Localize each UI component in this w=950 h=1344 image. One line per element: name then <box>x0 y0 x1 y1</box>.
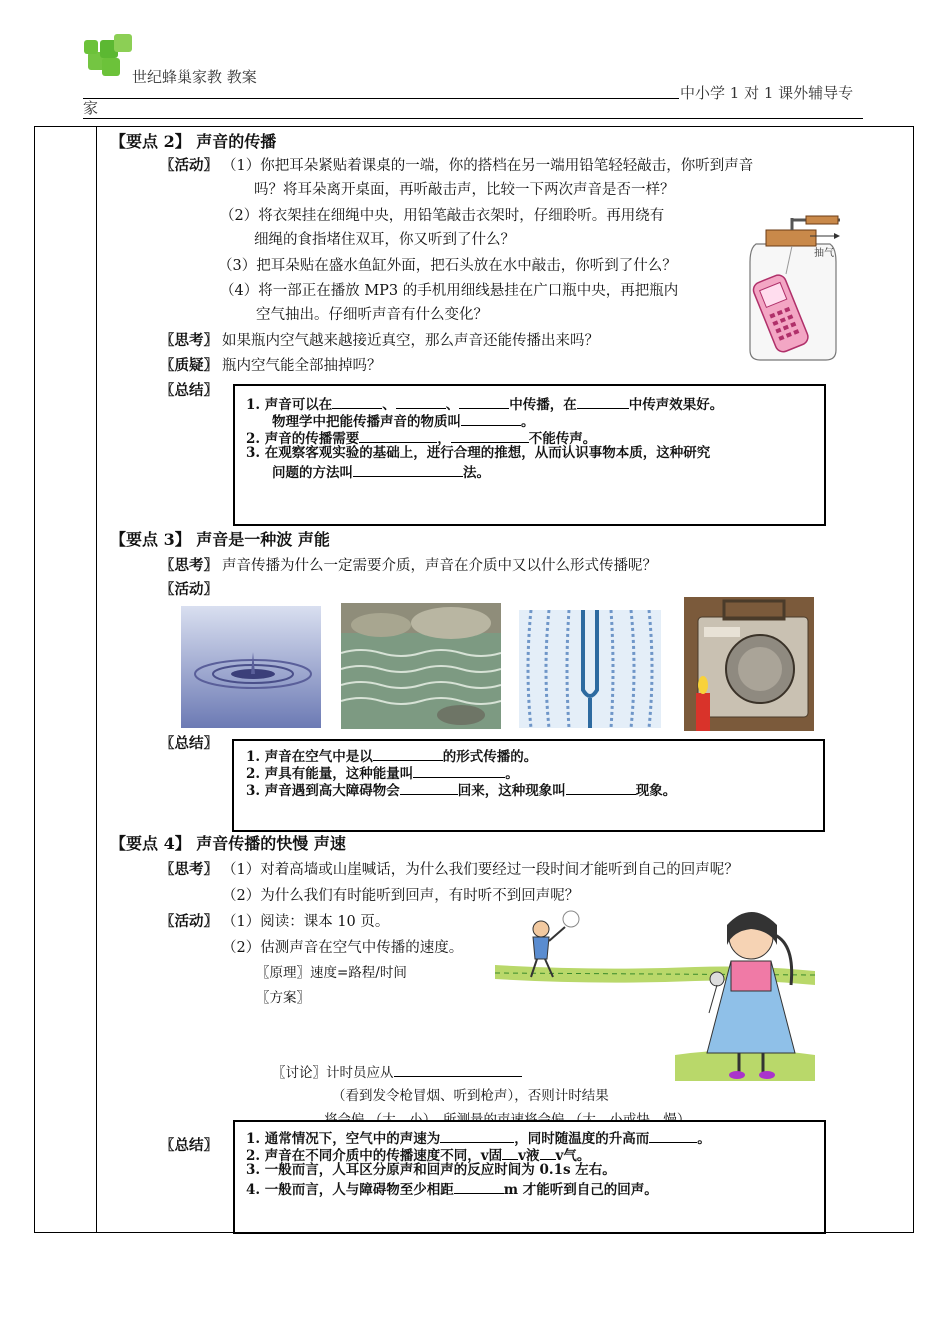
blank[interactable] <box>413 763 505 778</box>
blank[interactable] <box>440 1128 514 1143</box>
frame-left <box>34 126 35 1232</box>
blank[interactable] <box>454 1179 504 1194</box>
header-rule-2 <box>83 118 863 119</box>
activity-text: 吗？将耳朵离开桌面，再听敲击声，比较一下两次声音是否一样？ <box>254 182 675 198</box>
activity-text: （1）你把耳朵紧贴着课桌的一端，你的搭档在另一端用铅笔轻轻敲击，你听到声音 <box>222 158 754 174</box>
v-liquid: v液 <box>518 1148 540 1164</box>
blank[interactable] <box>400 780 458 795</box>
think-text: （2）为什么我们有时能听到回声，有时听不到回声呢？ <box>222 888 580 904</box>
blank[interactable] <box>373 746 443 761</box>
blank[interactable] <box>540 1145 556 1160</box>
header-wrap-text: 家 <box>83 99 99 117</box>
summary-line-1: 1. 声音可以在 、 、 中传播，在 中传声效果好。 <box>246 394 723 414</box>
brand-text: 世纪蜂巢家教 教案 <box>132 68 257 86</box>
think-tag: 〖思考〗 <box>160 557 218 574</box>
blank[interactable] <box>451 428 529 443</box>
frame-top <box>34 126 914 127</box>
plan-text: 〖方案〗 <box>256 990 310 1006</box>
doubt-text: 瓶内空气能全部抽掉吗？ <box>222 358 382 374</box>
doubt-tag: 〖质疑〗 <box>160 357 218 374</box>
blank[interactable] <box>577 394 629 409</box>
summary-line-1b: 物理学中把能传播声音的物质叫 。 <box>272 411 535 431</box>
jar-label: 抽气 <box>814 248 834 259</box>
summary-line-2: 2. 声具有能量，这种能量叫 。 <box>246 763 519 783</box>
activity-tag: 〖活动〗 <box>160 913 218 930</box>
summary-line-3: 3. 声音遇到高大障碍物会 回来，这种现象叫 现象。 <box>246 780 676 800</box>
summary-line-1: 1. 通常情况下，空气中的声速为 ，同时随温度的升高而 。 <box>246 1128 711 1148</box>
think-text: （1）对着高墙或山崖喊话，为什么我们要经过一段时间才能听到自己的回声呢？ <box>222 862 739 878</box>
discuss-text-2: （看到发令枪冒烟、听到枪声），否则计时结果 <box>332 1088 609 1104</box>
principle-text: 〖原理〗速度=路程/时间 <box>256 965 407 981</box>
point2-title: 【要点 2】 声音的传播 <box>110 132 277 151</box>
activity-text: （2）将衣架挂在细绳中央，用铅笔敲击衣架时，仔细聆听。再用绕有 <box>220 208 665 224</box>
summary-line-2: 2. 声音的传播需要 ， 不能传声。 <box>246 428 596 448</box>
blank[interactable] <box>359 428 437 443</box>
header-right-text: 中小学 1 对 1 课外辅导专 <box>680 84 854 102</box>
blank[interactable] <box>396 394 446 409</box>
summary-line-3: 3. 在观察客观实验的基础上，进行合理的推想，从而认识事物本质，这种研究 <box>246 445 711 461</box>
activity-text: 空气抽出。仔细听声音有什么变化？ <box>256 307 488 323</box>
think-text: 如果瓶内空气越来越接近真空，那么声音还能传播出来吗？ <box>222 333 599 349</box>
radio-candle-image <box>684 597 814 731</box>
summary-line-2: 2. 声音在不同介质中的传播速度不同，v固 v液 v气。 <box>246 1145 590 1165</box>
summary-line-3b: 问题的方法叫 法。 <box>272 462 490 482</box>
v-gas: v气 <box>555 1148 577 1164</box>
think-tag: 〖思考〗 <box>160 332 218 349</box>
header-rule <box>83 98 679 99</box>
think-text: 声音传播为什么一定需要介质，声音在介质中又以什么形式传播呢？ <box>222 558 657 574</box>
pond-waves-image <box>341 603 501 729</box>
blank[interactable] <box>649 1128 697 1143</box>
activity-text: （3）把耳朵贴在盛水鱼缸外面，把石头放在水中敲击，你听到了什么？ <box>218 258 677 274</box>
sound-speed-measure-image <box>495 905 815 1083</box>
summary-line-4: 4. 一般而言，人与障碍物至少相距 m 才能听到自己的回声。 <box>246 1179 658 1199</box>
think-tag: 〖思考〗 <box>160 861 218 878</box>
blank[interactable] <box>502 1145 518 1160</box>
activity-tag: 〖活动〗 <box>160 157 218 174</box>
blank[interactable] <box>459 394 509 409</box>
point4-title: 【要点 4】 声音传播的快慢 声速 <box>110 834 346 853</box>
frame-divider <box>96 126 97 1232</box>
point3-title: 【要点 3】 声音是一种波 声能 <box>110 530 330 549</box>
vacuum-jar-phone-image <box>742 214 842 364</box>
summary-tag: 〖总结〗 <box>160 735 218 752</box>
activity-text: （1）阅读：课本 10 页。 <box>222 914 390 930</box>
activity-tag: 〖活动〗 <box>160 581 218 598</box>
summary-line-3: 3. 一般而言，人耳区分原声和回声的反应时间为 0.1s 左右。 <box>246 1162 616 1178</box>
blank[interactable] <box>566 780 636 795</box>
activity-text: （4）将一部正在播放 MP3 的手机用细线悬挂在广口瓶中央，再把瓶内 <box>220 283 679 299</box>
activity-text: 细绳的食指堵住双耳，你又听到了什么？ <box>254 232 515 248</box>
summary-tag: 〖总结〗 <box>160 382 218 399</box>
discuss-text: 〖讨论〗计时员应从 <box>272 1062 522 1083</box>
water-ripple-image <box>181 606 321 728</box>
summary-tag: 〖总结〗 <box>160 1137 218 1154</box>
activity-text: （2）估测声音在空气中传播的速度。 <box>222 940 464 956</box>
blank[interactable] <box>332 394 382 409</box>
v-solid: v固 <box>480 1148 503 1164</box>
blank[interactable] <box>461 411 521 426</box>
summary-line-1: 1. 声音在空气中是以 的形式传播的。 <box>246 746 537 766</box>
tuning-fork-waves-image <box>519 610 661 728</box>
blank[interactable] <box>353 462 463 477</box>
frame-right <box>913 126 914 1232</box>
